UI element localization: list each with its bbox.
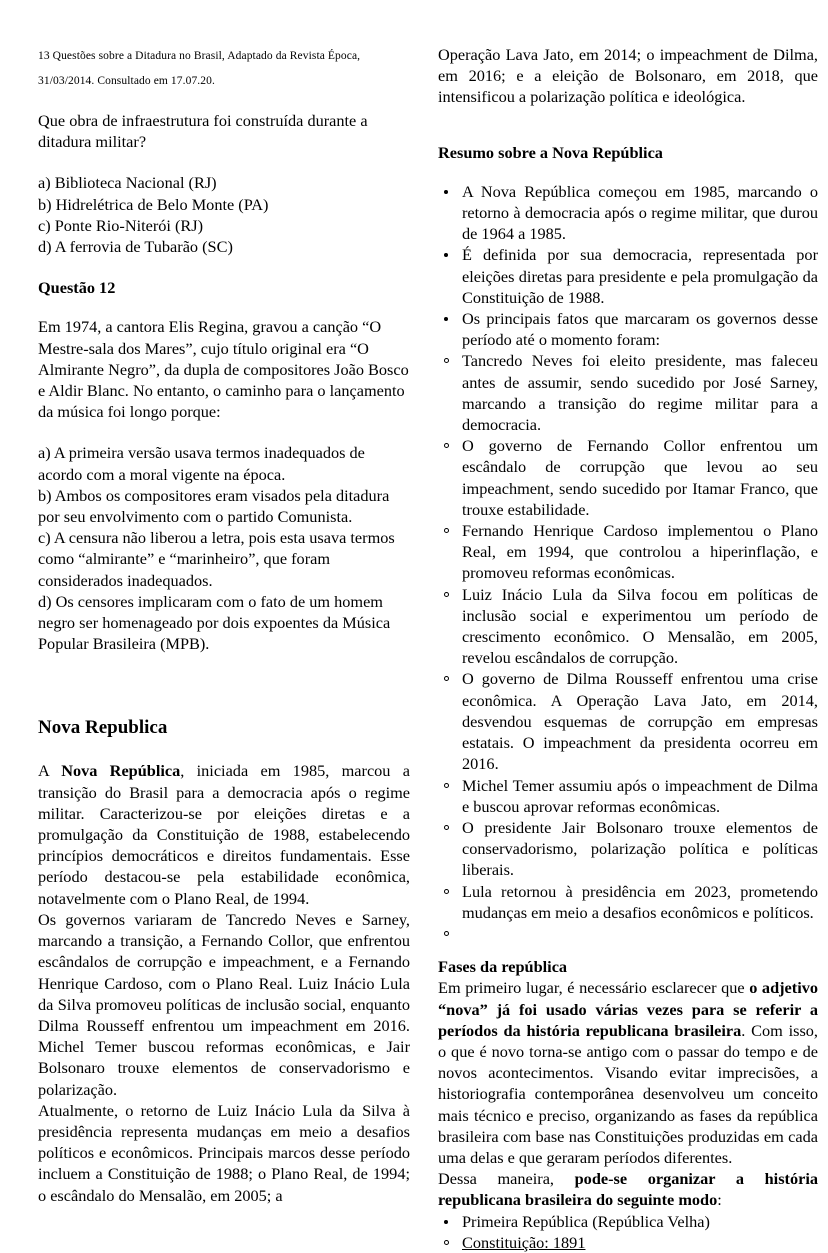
constituicao-underlined-text: Constituição: 1891: [462, 1232, 586, 1252]
questao-12-option-b: b) Ambos os compositores eram visados pela ditadura por seu envolvimento com o partido Comunista.: [38, 485, 390, 527]
two-column-layout: [38, 44, 818, 1253]
fases-bullet-list: [438, 1211, 818, 1232]
nova-republica-p1-bold: Nova República: [61, 761, 181, 781]
question-option-b: b) Hidrelétrica de Belo Monte (PA): [38, 194, 269, 214]
fases-p2-bold: pode-se organizar a história republicana brasileira do seguinte modo: [438, 1169, 818, 1210]
question-option-a: a) Biblioteca Nacional (RJ): [38, 173, 217, 193]
list-item: Fernando Henrique Cardoso implementou o Plano Real, em 1994, que controlou a hiperinflação, e promoveu reformas econômicas.: [438, 520, 818, 584]
left-column: [38, 44, 410, 1206]
fases-paragraph-1: [438, 977, 818, 1168]
list-item: O governo de Fernando Collor enfrentou um escândalo de corrupção que levou ao seu impeachment, sendo sucedido por Itamar Franco, que trouxe estabilidade.: [438, 435, 818, 520]
nova-republica-heading: Nova Republica: [38, 717, 168, 739]
list-item: [438, 1232, 818, 1253]
source-credit-line-2: 31/03/2014. Consultado em 17.07.20.: [38, 75, 215, 87]
continuation-paragraph: Operação Lava Jato, em 2014; o impeachment de Dilma, em 2016; e a eleição de Bolsonaro, em 2018, que intensificou a polarização política e ideológica.: [438, 45, 818, 107]
source-credit: [38, 44, 410, 94]
heading-spacer: [438, 108, 818, 142]
list-item: O presidente Jair Bolsonaro trouxe elementos de conservadorismo, polarização política e políticas liberais.: [438, 817, 818, 881]
nova-republica-p1-rest: , iniciada em 1985, marcou a transição do Brasil para a democracia após o regime militar. Caracterizou-se por eleições diretas e a promulgação da Constituição de 1988, estabelecendo princípios democráticos e direitos fundamentais. Esse período destacou-se pela estabilidade econômica, notavelmente com o Plano Real, de 1994.: [38, 761, 410, 908]
fases-spacer: [438, 944, 818, 956]
question-option-c: c) Ponte Rio-Niterói (RJ): [38, 215, 204, 235]
fases-heading: Fases da república: [438, 957, 568, 977]
list-item: A Nova República começou em 1985, marcando o retorno à democracia após o regime militar, que durou de 1964 a 1985.: [438, 181, 818, 245]
section-spacer: [38, 674, 410, 716]
fases-p1-prefix: Em primeiro lugar, é necessário esclarecer que: [438, 978, 750, 998]
list-item: Michel Temer assumiu após o impeachment de Dilma e buscou aprovar reformas econômicas.: [438, 775, 818, 817]
fases-p2-prefix: Dessa maneira,: [438, 1169, 575, 1189]
resumo-heading: Resumo sobre a Nova República: [438, 142, 663, 162]
list-item: É definida por sua democracia, representada por eleições diretas para presidente e pela promulgação da Constituição de 1988.: [438, 244, 818, 308]
resumo-bullet-list: [438, 181, 818, 351]
resumo-sub-bullet-list: [438, 350, 818, 944]
source-credit-line-1: 13 Questões sobre a Ditadura no Brasil, Adaptado da Revista Época,: [38, 50, 361, 62]
list-item: Tancredo Neves foi eleito presidente, mas faleceu antes de assumir, sendo sucedido por José Sarney, marcando a transição do regime militar para a democracia.: [438, 350, 818, 435]
questao-12-prompt: Em 1974, a cantora Elis Regina, gravou a canção “O Mestre-sala dos Mares”, cujo título original era “O Almirante Negro”, da dupla de compositores João Bosco e Aldir Blanc. No entanto, o caminho para o lançamento da música foi longo porque:: [38, 317, 409, 422]
question-options: [38, 172, 410, 257]
fases-p1-bold: o adjetivo “nova” já foi usado várias vezes para se referir a períodos da história republicana brasileira: [438, 978, 818, 1040]
nova-republica-paragraph-1: [38, 760, 410, 908]
nova-republica-paragraph-2: Os governos variaram de Tancredo Neves e Sarney, marcando a transição, a Fernando Collor, que enfrentou escândalos de corrupção e impeachment, e a Fernando Henrique Cardoso, com o Plano Real. Luiz Inácio Lula da Silva promoveu políticas de inclusão social, enquanto Dilma Rousseff enfrentou um impeachment em 2016. Michel Temer buscou reformas econômicas, e Jair Bolsonaro trouxe elementos de conservadorismo e polarização.: [38, 909, 410, 1099]
fases-paragraph-2: [438, 1168, 818, 1210]
question-prompt: Que obra de infraestrutura foi construída durante a ditadura militar?: [38, 111, 368, 152]
list-item-empty: [438, 923, 818, 944]
fases-p1-rest: . Com isso, o que é novo torna-se antigo com o passar do tempo e de novos acontecimentos. Visando evitar imprecisões, a historiografia contemporânea desenvolveu um conceito mais técnico e preciso, organizando as fases da república brasileira com base nas Constituições produzidas em cada uma delas e que geraram períodos diferentes.: [438, 1020, 818, 1167]
fases-sub-bullet-list: [438, 1232, 818, 1253]
questao-12-option-a: a) A primeira versão usava termos inadequados de acordo com a moral vigente na época.: [38, 443, 365, 484]
questao-12-options: [38, 442, 410, 654]
questao-12-heading: Questão 12: [38, 278, 116, 298]
list-item: O governo de Dilma Rousseff enfrentou uma crise econômica. A Operação Lava Jato, em 2014, desvendou esquemas de corrupção em empresas estatais. O impeachment da presidenta ocorreu em 2016.: [438, 668, 818, 774]
right-column: [438, 44, 818, 1253]
question-option-d: d) A ferrovia de Tubarão (SC): [38, 237, 233, 257]
fases-p2-rest: :: [717, 1190, 722, 1210]
list-item: Os principais fatos que marcaram os governos desse período até o momento foram:: [438, 308, 818, 350]
questao-12-option-d: d) Os censores implicaram com o fato de um homem negro ser homenageado por dois expoentes da Música Popular Brasileira (MPB).: [38, 591, 391, 654]
nova-republica-paragraph-3: Atualmente, o retorno de Luiz Inácio Lula da Silva à presidência representa mudanças em meio a desafios políticos e econômicos. Principais marcos desse período incluem a Constituição de 1988; o Plano Real, de 1994; o escândalo do Mensalão, em 2005; a: [38, 1100, 410, 1205]
list-item: Luiz Inácio Lula da Silva focou em políticas de inclusão social e experimentou um período de crescimento econômico. O Mensalão, em 2005, revelou escândalos de corrupção.: [438, 584, 818, 669]
questao-12-option-c: c) A censura não liberou a letra, pois esta usava termos como “almirante” e “marinheiro”, que foram considerados inadequados.: [38, 528, 395, 590]
nova-republica-p1-prefix: A: [38, 761, 62, 781]
list-item: Lula retornou à presidência em 2023, prometendo mudanças em meio a desafios econômicos e políticos.: [438, 881, 818, 923]
list-item: Primeira República (República Velha): [438, 1211, 818, 1232]
